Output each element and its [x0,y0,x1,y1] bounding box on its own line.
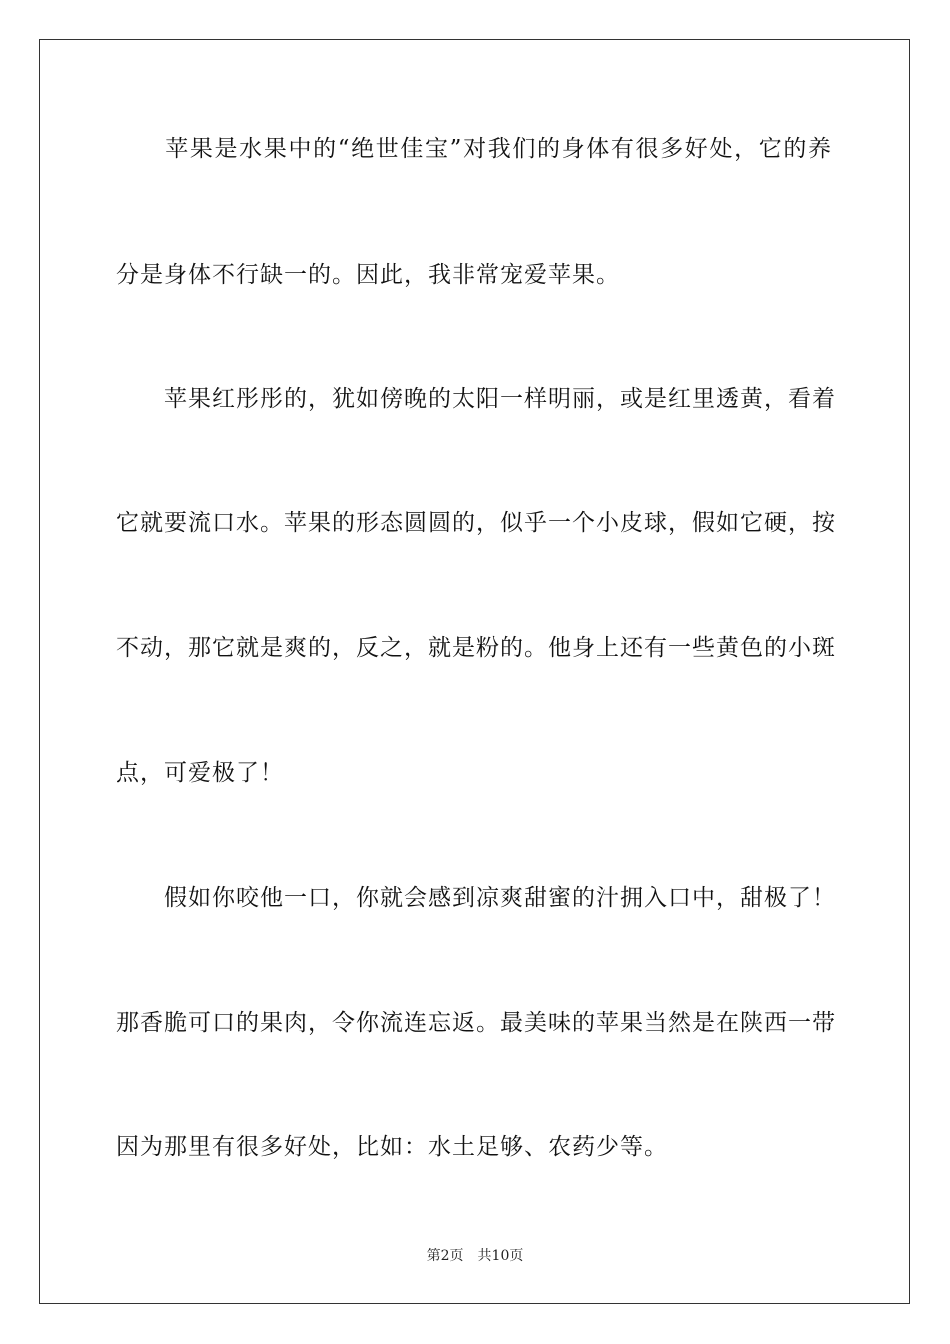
paragraph-3-line-1: 假如你咬他一口，你就会感到凉爽甜蜜的汁拥入口中，甜极了！ [116,885,836,911]
paragraph-2-line-2: 它就要流口水。苹果的形态圆圆的，似乎一个小皮球，假如它硬，按 [116,510,836,536]
page-border [39,39,910,1304]
paragraph-2-line-1: 苹果红彤彤的，犹如傍晚的太阳一样明丽，或是红里透黄，看着 [116,386,836,412]
page-total: 共10页 [477,1248,524,1264]
paragraph-3-line-2: 那香脆可口的果肉，令你流连忘返。最美味的苹果当然是在陕西一带 [116,1010,836,1036]
page-footer [0,1247,950,1265]
page-number: 第2页 [426,1248,464,1264]
paragraph-2-line-4: 点，可爱极了！ [116,760,284,786]
paragraph-1-line-2: 分是身体不行缺一的。因此，我非常宠爱苹果。 [116,262,620,288]
paragraph-3-line-3: 因为那里有很多好处，比如：水土足够、农药少等。 [116,1134,668,1160]
paragraph-2-line-3: 不动，那它就是爽的，反之，就是粉的。他身上还有一些黄色的小斑 [116,635,836,661]
paragraph-1-line-1: 苹果是水果中的“绝世佳宝”对我们的身体有很多好处，它的养 [116,136,832,162]
